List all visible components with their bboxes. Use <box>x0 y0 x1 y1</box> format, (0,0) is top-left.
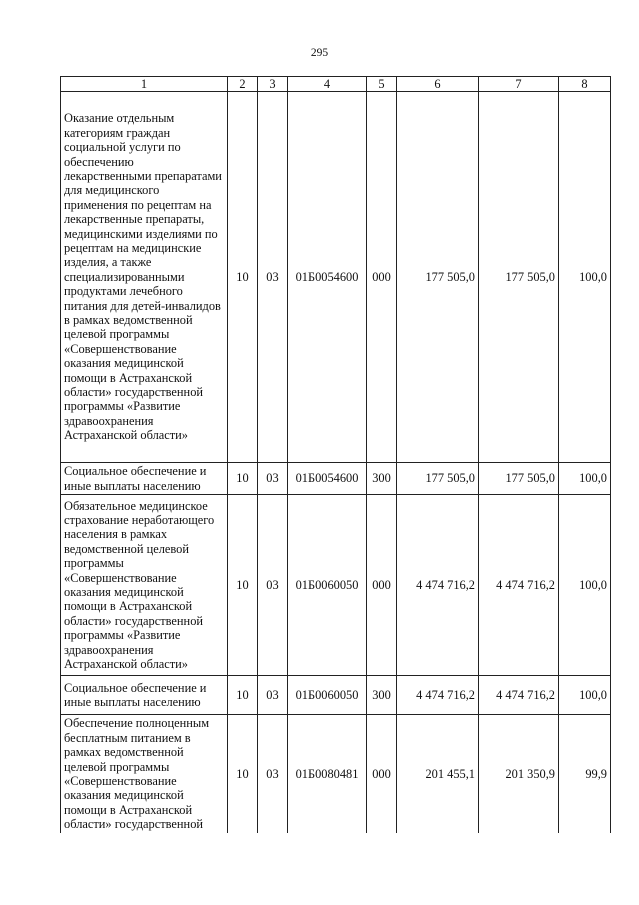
actual-amount: 201 350,9 <box>479 715 559 834</box>
target-article-code: 01Б0054600 <box>288 463 367 495</box>
section-code: 10 <box>228 463 258 495</box>
execution-percent: 100,0 <box>559 495 611 676</box>
budget-table <box>60 76 611 833</box>
actual-amount: 4 474 716,2 <box>479 676 559 715</box>
column-header: 2 <box>228 77 258 92</box>
page-number: 295 <box>310 47 329 59</box>
table-row <box>61 463 611 495</box>
target-article-code: 01Б0060050 <box>288 495 367 676</box>
column-header: 1 <box>61 77 228 92</box>
section-code: 10 <box>228 676 258 715</box>
table-row <box>61 92 611 463</box>
expense-type-code: 000 <box>367 92 397 463</box>
column-header: 4 <box>288 77 367 92</box>
target-article-code: 01Б0060050 <box>288 676 367 715</box>
header-row <box>61 77 611 92</box>
plan-amount: 4 474 716,2 <box>397 495 479 676</box>
column-header: 6 <box>397 77 479 92</box>
target-article-code: 01Б0054600 <box>288 92 367 463</box>
execution-percent: 100,0 <box>559 676 611 715</box>
actual-amount: 177 505,0 <box>479 463 559 495</box>
subsection-code: 03 <box>258 463 288 495</box>
actual-amount: 4 474 716,2 <box>479 495 559 676</box>
expense-type-code: 300 <box>367 676 397 715</box>
section-code: 10 <box>228 92 258 463</box>
expense-type-code: 300 <box>367 463 397 495</box>
row-description: Социальное обеспечение и иные выплаты населению <box>61 463 228 495</box>
plan-amount: 201 455,1 <box>397 715 479 834</box>
column-header: 8 <box>559 77 611 92</box>
row-description: Оказание отдельным категориям граждан социальной услуги по обеспечению лекарственными препаратами для медицинского применения по рецептам на лекарственные препараты, медицинскими изделиями по рецептам на медицинские изделия, а также специализированными продуктами лечебного питания для детей-инвалидов в рамках ведомственной целевой программы «Совершенствование оказания медицинской помощи в Астраханской области» государственной программы «Развитие здравоохранения Астраханской области» <box>61 92 228 463</box>
table-row <box>61 495 611 676</box>
subsection-code: 03 <box>258 676 288 715</box>
row-description: Обязательное медицинское страхование неработающего населения в рамках ведомственной целевой программы «Совершенствование оказания медицинской помощи в Астраханской области» государственной программы «Развитие здравоохранения Астраханской области» <box>61 495 228 676</box>
actual-amount: 177 505,0 <box>479 92 559 463</box>
execution-percent: 100,0 <box>559 92 611 463</box>
column-header: 5 <box>367 77 397 92</box>
execution-percent: 99,9 <box>559 715 611 834</box>
row-description: Обеспечение полноценным бесплатным питанием в рамках ведомственной целевой программы «Совершенствование оказания медицинской помощи в Астраханской области» государственной <box>61 715 228 834</box>
table-row <box>61 676 611 715</box>
expense-type-code: 000 <box>367 495 397 676</box>
row-description: Социальное обеспечение и иные выплаты населению <box>61 676 228 715</box>
column-header: 7 <box>479 77 559 92</box>
subsection-code: 03 <box>258 92 288 463</box>
section-code: 10 <box>228 495 258 676</box>
expense-type-code: 000 <box>367 715 397 834</box>
plan-amount: 177 505,0 <box>397 92 479 463</box>
section-code: 10 <box>228 715 258 834</box>
table-row <box>61 715 611 834</box>
subsection-code: 03 <box>258 495 288 676</box>
target-article-code: 01Б0080481 <box>288 715 367 834</box>
plan-amount: 4 474 716,2 <box>397 676 479 715</box>
plan-amount: 177 505,0 <box>397 463 479 495</box>
column-header: 3 <box>258 77 288 92</box>
execution-percent: 100,0 <box>559 463 611 495</box>
subsection-code: 03 <box>258 715 288 834</box>
